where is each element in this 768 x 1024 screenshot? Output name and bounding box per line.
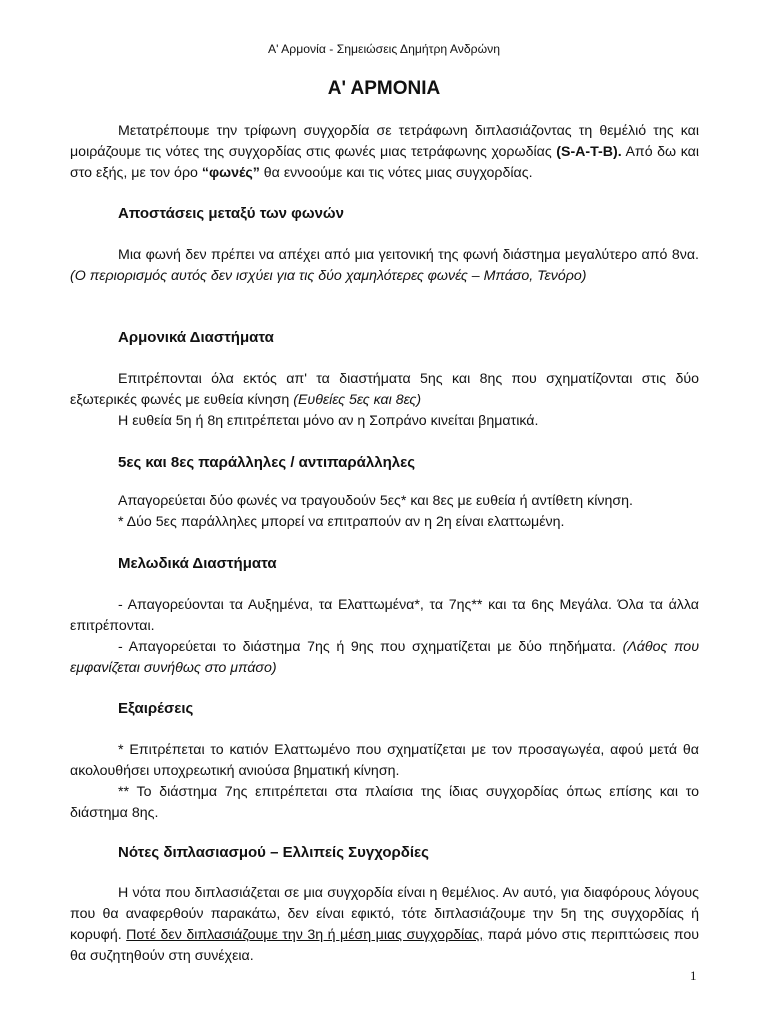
section-harmonic-intervals — [70, 327, 699, 348]
section-voice-distances — [70, 203, 699, 224]
section-exceptions — [70, 698, 699, 719]
section-paragraph: Μια φωνή δεν πρέπει να απέχει από μια γειτονική της φωνή διάστημα μεγαλύτερο από 8να. (Ο περιορισμός αυτός δεν ισχύει για τις δύο χαμηλότερες φωνές – Μπάσο, Τενόρο) — [70, 247, 699, 284]
page-number: 1 — [690, 968, 697, 983]
section-paragraph: * Επιτρέπεται το κατιόν Ελαττωμένο που σχηματίζεται με τον προσαγωγέα, αφού μετά θα ακολουθήσει υποχρεωτική ανιούσα βηματική κίνηση. ** Το διάστημα 7ης επιτρέπεται στα πλαίσια της ίδιας συγχορδίας όπως επίσης και το διάστημα 8ης. — [70, 742, 699, 821]
section-paragraph: Επιτρέπονται όλα εκτός απ' τα διαστήματα 5ης και 8ης που σχηματίζονται στις δύο εξωτερικές φωνές με ευθεία κίνηση (Ευθείες 5ες και 8ες) Η ευθεία 5η ή 8η επιτρέπεται μόνο αν η Σοπράνο κινείται βηματικά. — [70, 371, 699, 429]
section-paragraph: Απαγορεύεται δύο φωνές να τραγουδούν 5ες* και 8ες με ευθεία ή αντίθετη κίνηση. * Δύο 5ες παράλληλες μπορεί να επιτραπούν αν η 2η είναι ελαττωμένη. — [118, 493, 633, 530]
section-paragraph: - Απαγορεύονται τα Αυξημένα, τα Ελαττωμένα*, τα 7ης** και τα 6ης Μεγάλα. Όλα τα άλλα επιτρέπονται. - Απαγορεύεται το διάστημα 7ης ή 9ης που σχηματίζεται με δύο πηδήματα. (Λάθος που εμφανίζεται συνήθως στο μπάσο) — [70, 597, 699, 676]
intro-paragraph: Μετατρέπουμε την τρίφωνη συγχορδία σε τετράφωνη διπλασιάζοντας τη θεμέλιό της και μοιράζουμε τις νότες της συγχορδίας στις φωνές μιας τετράφωνης χορωδίας (S-A-T-B). Από δω και στο εξής, με τον όρο “φωνές” θα εννοούμε και τις νότες μιας συγχορδίας. — [70, 123, 699, 181]
running-header: Α' Αρμονία - Σημειώσεις Δημήτρη Ανδρώνη — [267, 42, 500, 56]
section-heading: Αποστάσεις μεταξύ των φωνών — [118, 205, 344, 222]
section-heading: Αρμονικά Διαστήματα — [118, 329, 274, 346]
section-heading: Νότες διπλασιασμού – Ελλιπείς Συγχορδίες — [118, 844, 429, 861]
section-doubling — [70, 842, 699, 863]
section-paragraph: Η νότα που διπλασιάζεται σε μια συγχορδία είναι η θεμέλιος. Αν αυτό, για διαφόρους λόγους που θα αναφερθούν παρακάτω, δεν είναι εφικτό, τότε διπλασιάζουμε την 5η της συγχορδίας ή κορυφή. Ποτέ δεν διπλασιάζουμε την 3η ή μέση μιας συγχορδίας, παρά μόνο στις περιπτώσεις που θα συζητηθούν στη συνέχεια. — [70, 885, 699, 964]
section-melodic-intervals — [70, 553, 699, 574]
section-heading: 5ες και 8ες παράλληλες / αντιπαράλληλες — [118, 454, 416, 471]
section-heading: Εξαιρέσεις — [118, 700, 194, 717]
section-heading: Μελωδικά Διαστήματα — [118, 555, 277, 572]
document-title: Α' ΑΡΜΟΝΙΑ — [327, 78, 441, 99]
section-parallel-fifths-octaves — [70, 452, 699, 473]
